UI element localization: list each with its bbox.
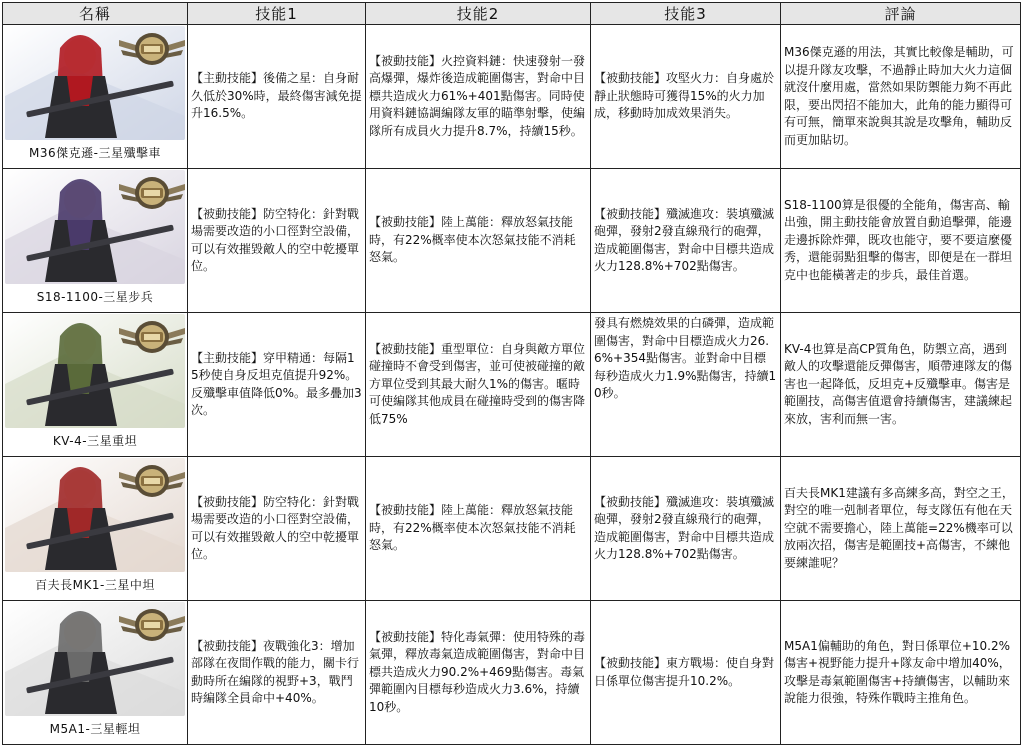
header-skill1: 技能1 [188, 3, 366, 25]
skill1-cell: 【被動技能】防空特化：針對戰場需要改造的小口徑對空設備，可以有效摧毀敵人的空中乾擾單位。 [188, 169, 366, 313]
table-row [3, 313, 1021, 457]
unit-name: 百夫長MK1-三星中坦 [35, 578, 155, 592]
ssr-badge-icon [117, 462, 185, 500]
skill2-cell: 【被動技能】重型單位：自身與敵方單位碰撞時不會受到傷害，並可使被碰撞的敵方單位受到其最大耐久1%的傷害。暱時可使編隊其他成員在碰撞時受到的傷害降低75% [366, 313, 591, 457]
ssr-badge-icon [117, 30, 185, 68]
table-row [3, 457, 1021, 601]
header-skill2: 技能2 [366, 3, 591, 25]
unit-name: M5A1-三星輕坦 [49, 722, 141, 736]
unit-cell [3, 25, 188, 169]
unit-portrait [5, 602, 185, 716]
skill1-cell: 【被動技能】防空特化：針對戰場需要改造的小口徑對空設備，可以有效摧毀敵人的空中乾擾單位。 [188, 457, 366, 601]
skill1-cell: 【被動技能】夜戰強化3：增加部隊在夜間作戰的能力，關卡行動時所在編隊的視野+3，戰鬥時編隊全員命中+40%。 [188, 601, 366, 745]
skill3-cell: 【被動技能】東方戰場：使自身對日係單位傷害提升10.2%。 [591, 601, 781, 745]
comment-cell: S18-1100算是很優的全能角，傷害高、輸出強，開主動技能會放置自動追擊彈，能邊走邊拆除炸彈，既攻也能守，要不要這麼優秀，還能弱點狙擊的傷害，即便是在一群坦克中也能橫著走的步兵，最佳首選。 [781, 169, 1021, 313]
skill1-cell: 【主動技能】後備之星：自身耐久低於30%時，最終傷害減免提升16.5%。 [188, 25, 366, 169]
comment-cell: 百夫長MK1建議有多高練多高，對空之王，對空的唯一剋制者單位，每支隊伍有他在天空就不需要擔心，陸上萬能=22%機率可以放兩次招，傷害是範圍技+高傷害，不練他要練誰呢？ [781, 457, 1021, 601]
unit-portrait [5, 314, 185, 428]
skill3-cell: 【被動技能】攻堅火力：自身處於靜止狀態時可獲得15%的火力加成，移動時加成效果消失。 [591, 25, 781, 169]
skill3-cell: 【被動技能】殲滅進攻：裝填殲滅砲彈，發射2發直線飛行的砲彈，造成範圍傷害，對命中目標共造成火力128.8%+702點傷害。 [591, 457, 781, 601]
table-header-row [3, 3, 1021, 25]
unit-portrait [5, 170, 185, 284]
unit-name: M36傑克遜-三星殲擊車 [29, 146, 161, 160]
skill2-cell: 【被動技能】陸上萬能：釋放怒氣技能時，有22%概率使本次怒氣技能不消耗怒氣。 [366, 457, 591, 601]
character-skill-table [2, 2, 1021, 745]
comment-cell: KV-4也算是高CP質角色，防禦立高，遇到敵人的攻擊還能反彈傷害，順帶連隊友的傷害也一起降低，反坦克+反殲擊車。傷害是範圍技，高傷害值還會持續傷害，建議練起來放，害利而無一害。 [781, 313, 1021, 457]
comment-cell: M5A1偏輔助的角色，對日係單位+10.2%傷害+視野能力提升+隊友命中增加40%，攻擊是毒氣範圍傷害+持續傷害，以輔助來說能力很強，特殊作戰時主推角色。 [781, 601, 1021, 745]
skill2-cell: 【被動技能】火控資料鏈：快速發射一發高爆彈，爆炸後造成範圍傷害，對命中目標共造成火力61%+401點傷害。同時使用資料鏈協調編隊友軍的瞄準射擊，使編隊所有成員火力提升8.7%，持續15秒。 [366, 25, 591, 169]
skill3-cell: 發具有燃燒效果的白磷彈，造成範圍傷害，對命中目標造成火力26.6%+354點傷害。並對命中目標每秒造成火力1.9%點傷害，持續10秒。 [591, 313, 781, 457]
header-name: 名稱 [3, 3, 188, 25]
table-row [3, 169, 1021, 313]
unit-cell [3, 313, 188, 457]
skill1-cell: 【主動技能】穿甲精通：每隔15秒使自身反坦克值提升92%。反殲擊車值降低0%。最多疊加3次。 [188, 313, 366, 457]
unit-name: KV-4-三星重坦 [52, 434, 138, 448]
ssr-badge-icon [117, 174, 185, 212]
unit-cell [3, 457, 188, 601]
header-comment: 評論 [781, 3, 1021, 25]
table-row [3, 601, 1021, 745]
ssr-badge-icon [117, 606, 185, 644]
unit-cell [3, 601, 188, 745]
skill2-cell: 【被動技能】陸上萬能：釋放怒氣技能時，有22%概率使本次怒氣技能不消耗怒氣。 [366, 169, 591, 313]
ssr-badge-icon [117, 318, 185, 356]
comment-cell: M36傑克遜的用法，其實比較像是輔助，可以提升隊友攻擊，不過靜止時加大火力這個就沒什麼用處，當然如果防禦能力夠不再此限，要出閃招不能加大，此角的能力顯得可有可無，簡單來說與其說是攻擊角，輔助反而更加貼切。 [781, 25, 1021, 169]
skill2-cell: 【被動技能】特化毒氣彈：使用特殊的毒氣彈，釋放毒氣造成範圍傷害，對命中目標共造成火力90.2%+469點傷害。毒氣彈範圍內目標每秒造成火力3.6%，持續10秒。 [366, 601, 591, 745]
header-skill3: 技能3 [591, 3, 781, 25]
table-row [3, 25, 1021, 169]
unit-cell [3, 169, 188, 313]
unit-portrait [5, 458, 185, 572]
unit-portrait [5, 26, 185, 140]
unit-name: S18-1100-三星步兵 [36, 290, 154, 304]
skill3-cell: 【被動技能】殲滅進攻：裝填殲滅砲彈，發射2發直線飛行的砲彈，造成範圍傷害，對命中目標共造成火力128.8%+702點傷害。 [591, 169, 781, 313]
